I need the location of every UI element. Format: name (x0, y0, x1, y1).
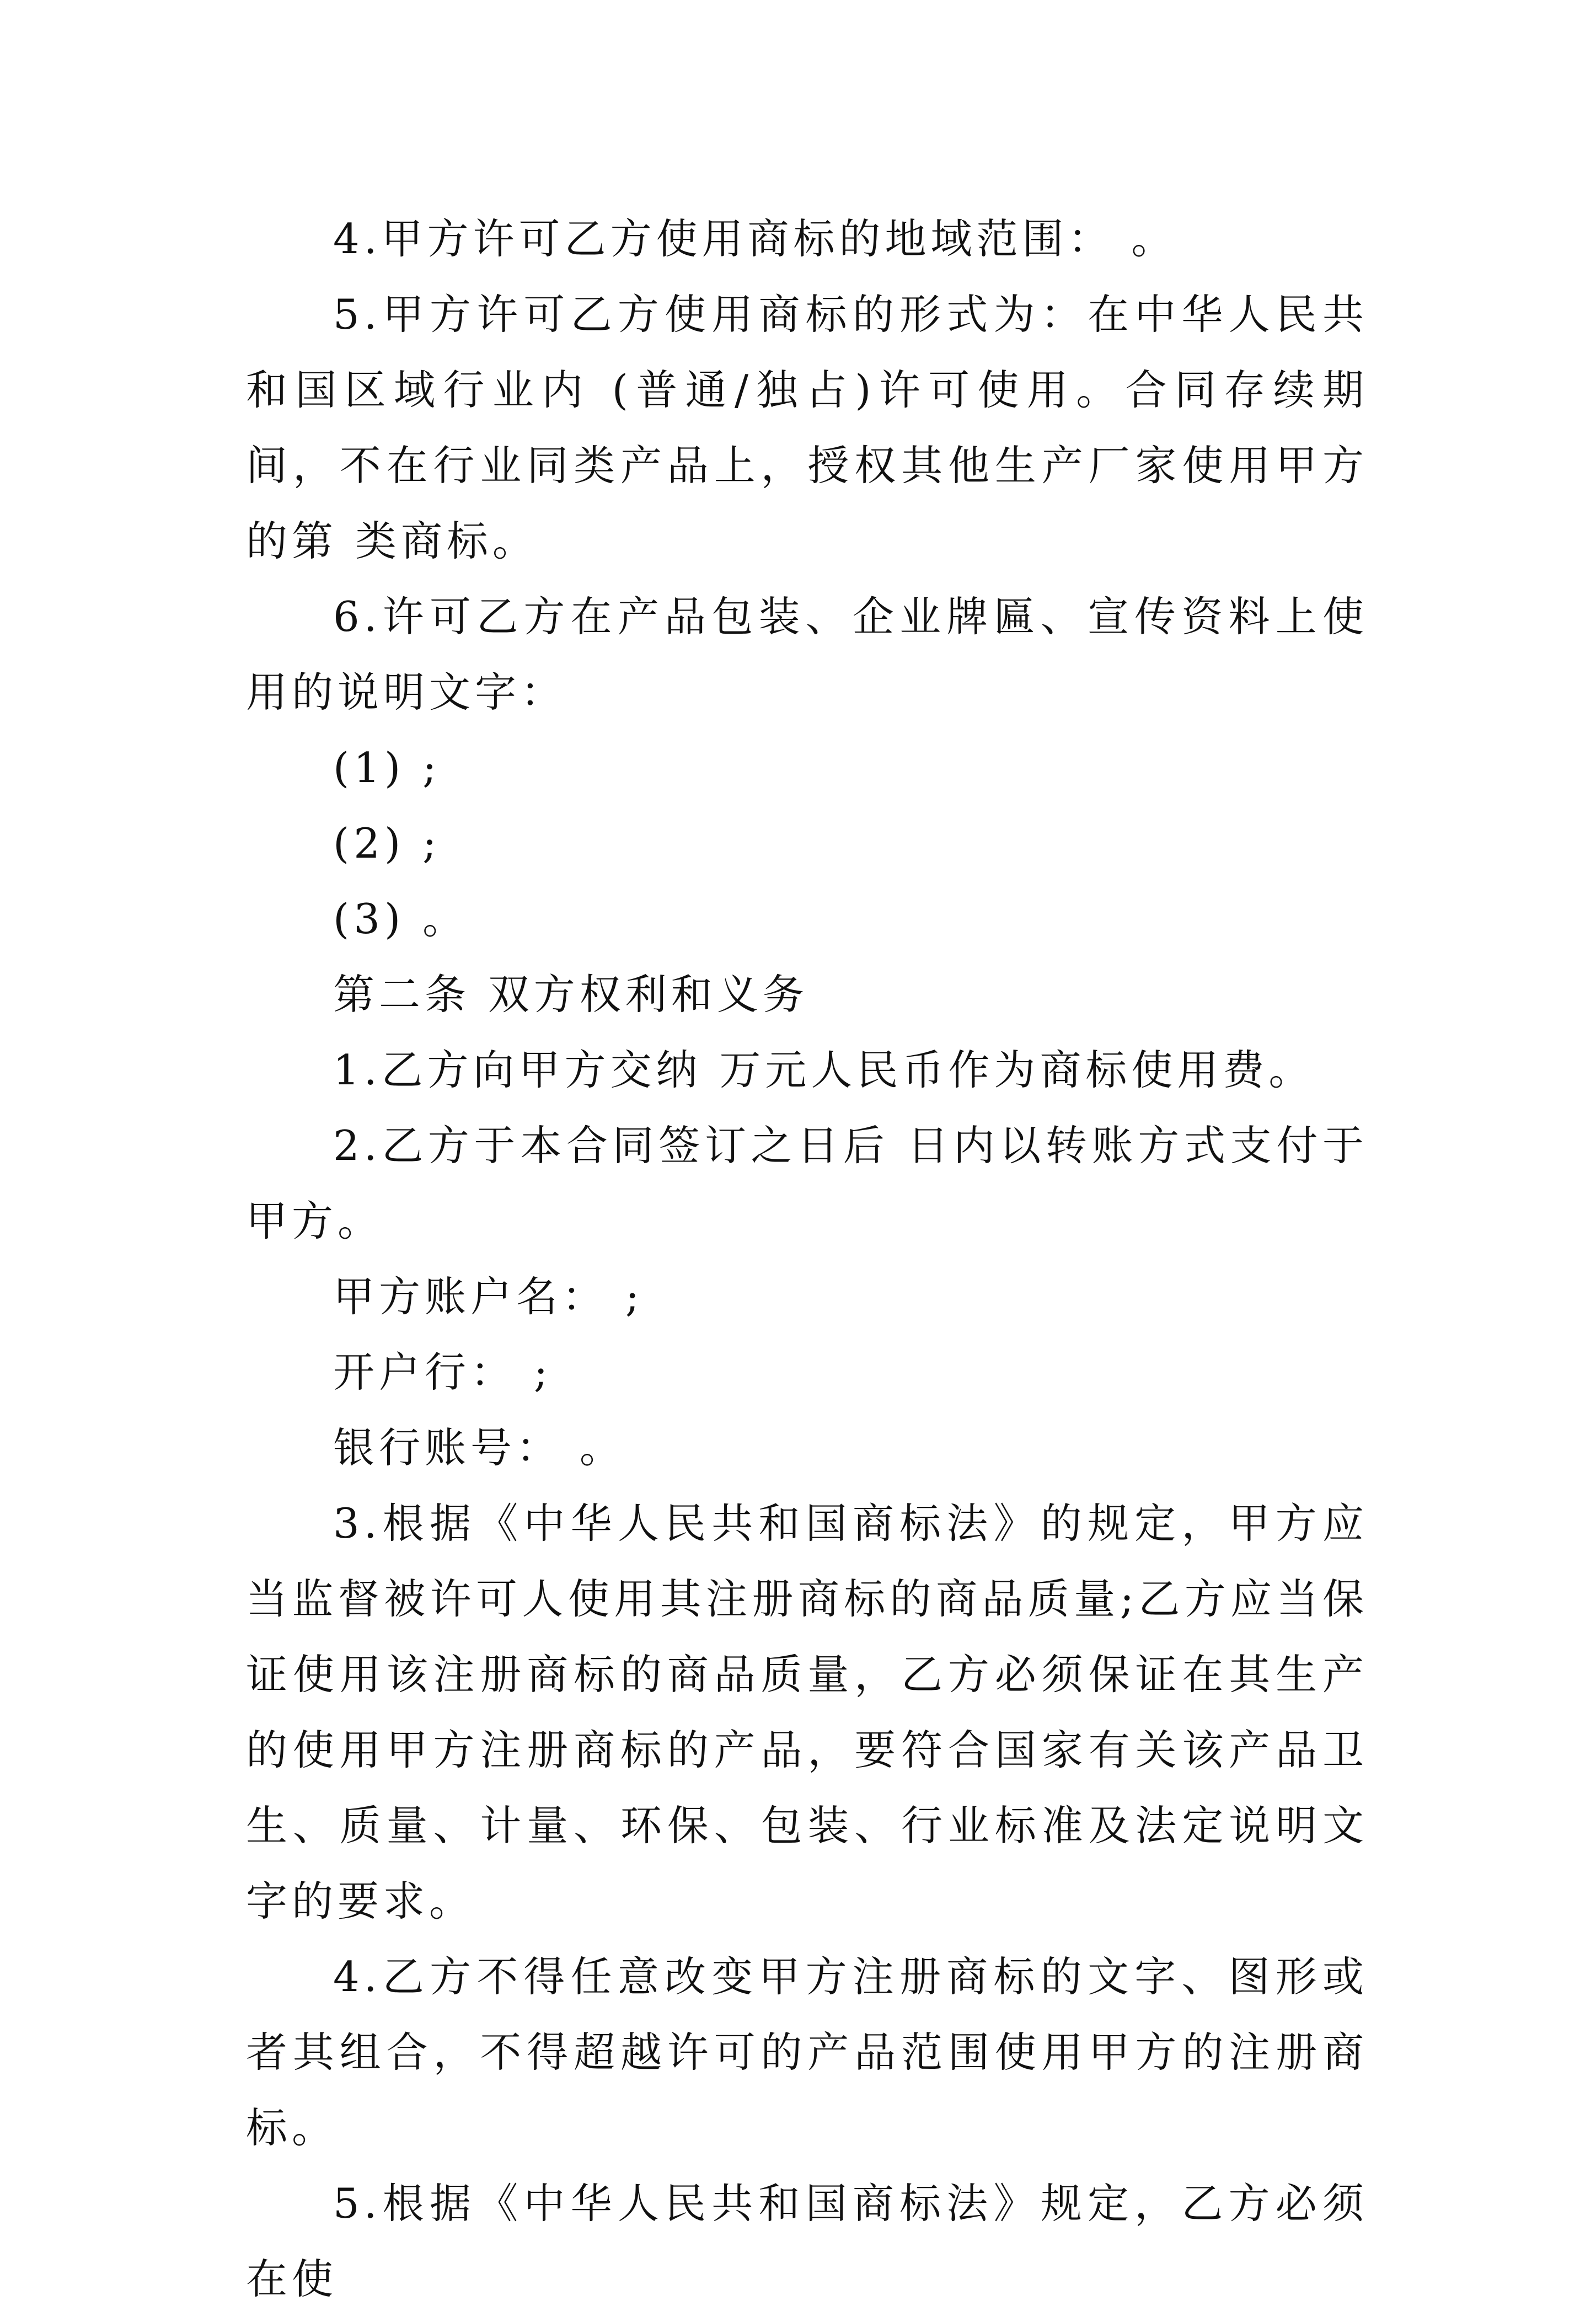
paragraph-description-text: 6.许可乙方在产品包装、企业牌匾、宣传资料上使用的说明文字： (246, 592, 1368, 716)
paragraph-license-fee: 1.乙方向甲方交纳 万元人民币作为商标使用费。 (333, 1046, 1315, 1094)
list-item-2: (2) ; (333, 819, 441, 868)
paragraph-no-alteration: 4.乙方不得任意改变甲方注册商标的文字、图形或者其组合，不得超越许可的产品范围使用甲方的注册商标。 (246, 1952, 1368, 2152)
section-heading-article-2: 第二条 双方权利和义务 (333, 970, 808, 1019)
paragraph-trademark-law-usage: 5.根据《中华人民共和国商标法》规定，乙方必须在使 (246, 2179, 1368, 2303)
paragraph-license-form: 5.甲方许可乙方使用商标的形式为：在中华人民共和国区域行业内 (普通/独占)许可使用。合同存续期间，不在行业同类产品上，授权其他生产厂家使用甲方的第 类商标。 (246, 290, 1368, 565)
bank-account-line: 银行账号： 。 (333, 1424, 625, 1472)
paragraph-quality-supervision: 3.根据《中华人民共和国商标法》的规定，甲方应当监督被许可人使用其注册商标的商品质量;乙方应当保证使用该注册商标的商品质量，乙方必须保证在其生产的使用甲方注册商标的产品，要符合国家有关该产品卫生、质量、计量、环保、包装、行业标准及法定说明文字的要求。 (246, 1499, 1368, 1925)
account-name-line: 甲方账户名： ; (333, 1272, 644, 1321)
list-item-1: (1) ; (333, 743, 441, 792)
bank-name-line: 开户行： ; (333, 1348, 553, 1396)
paragraph-territory-scope: 4.甲方许可乙方使用商标的地域范围： 。 (333, 215, 1177, 263)
list-item-3: (3) 。 (333, 895, 469, 943)
paragraph-payment-terms: 2.乙方于本合同签订之日后 日内以转账方式支付于甲方。 (246, 1121, 1368, 1245)
document-body (246, 201, 1368, 2317)
